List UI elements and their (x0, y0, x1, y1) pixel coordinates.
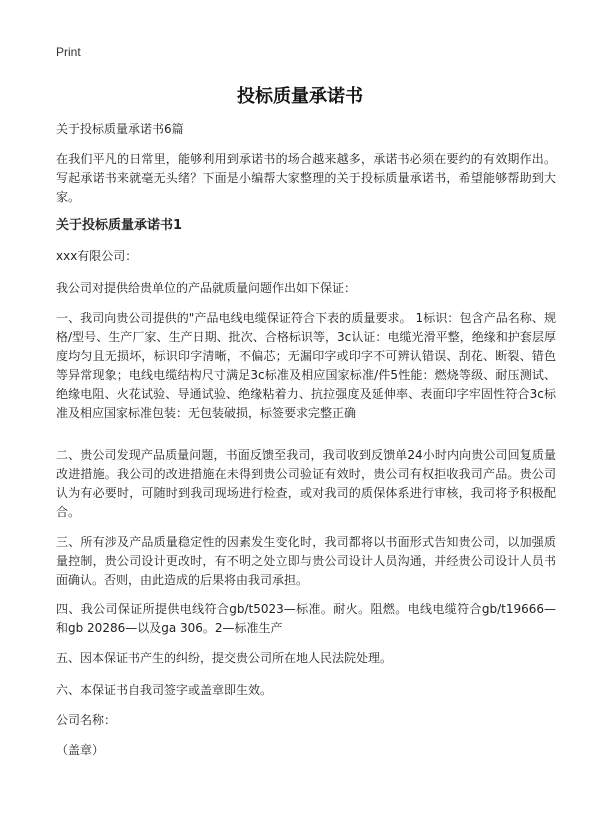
clause-1: 一、我司向贵公司提供的"产品电线电缆保证符合下表的质量要求。 1标识：包含产品名称、规格/型号、生产厂家、生产日期、批次、合格标识等，3c认证：电缆光滑平整，绝缘和护套层厚度均匀且无损坏，标识印字清晰，不偏芯；无漏印字或印字不可辨认错误、刮花、断裂、错色等异常现象；电线电缆结构尺寸满足3c标准及相应国家标准/件5性能：燃烧等级、耐压测试、绝缘电阻、火花试验、导通试验、绝缘粘着力、抗拉强度及延伸率、表面印字牢固性符合3c标准及相应国家标准包装：无包装破损，标签要求完整正确 (56, 311, 556, 420)
opening-statement: 我公司对提供给贵单位的产品就质量问题作出如下保证： (56, 281, 357, 295)
clause-3: 三、所有涉及产品质量稳定性的因素发生变化时，我司都将以书面形式告知贵公司，以加强质量控制，贵公司设计更改时，有不明之处立即与贵公司设计人员沟通，并经贵公司设计人员书面确认。否则，由此造成的后果将由我司承担。 (56, 535, 556, 587)
clause-4: 四、我公司保证所提供电线符合gb/t5023—标准。耐火。阻燃。电线电缆符合gb/t19666—和gb 20286—以及ga 306。2—标准生产 (56, 602, 556, 635)
clause-2: 二、贵公司发现产品质量问题，书面反馈至我司，我司收到反馈单24小时内向贵公司回复质量改进措施。我公司的改进措施在未得到贵公司验证有效时，贵公司有权拒收我司产品。贵公司认为有必要时，可随时到我司现场进行检查，或对我司的质保体系进行审核，我司将予积极配合。 (56, 448, 556, 519)
section-heading: 关于投标质量承诺书1 (56, 218, 183, 233)
clause-6: 六、本保证书自我司签字或盖章即生效。 (56, 683, 273, 697)
intro-paragraph: 在我们平凡的日常里，能够利用到承诺书的场合越来越多，承诺书必须在要约的有效期作出。写起承诺书来就毫无头绪？下面是小编帮大家整理的关于投标质量承诺书，希望能够帮助到大家。 (56, 152, 556, 204)
page-title: 投标质量承诺书 (237, 86, 363, 107)
clause-5: 五、因本保证书产生的纠纷，提交贵公司所在地人民法院处理。 (56, 651, 393, 665)
document-subtitle: 关于投标质量承诺书6篇 (56, 122, 184, 136)
print-label[interactable]: Print (56, 45, 81, 59)
addressee: xxx有限公司： (56, 249, 138, 263)
company-name-label: 公司名称： (56, 713, 117, 727)
seal-label: （盖章） (56, 743, 105, 757)
